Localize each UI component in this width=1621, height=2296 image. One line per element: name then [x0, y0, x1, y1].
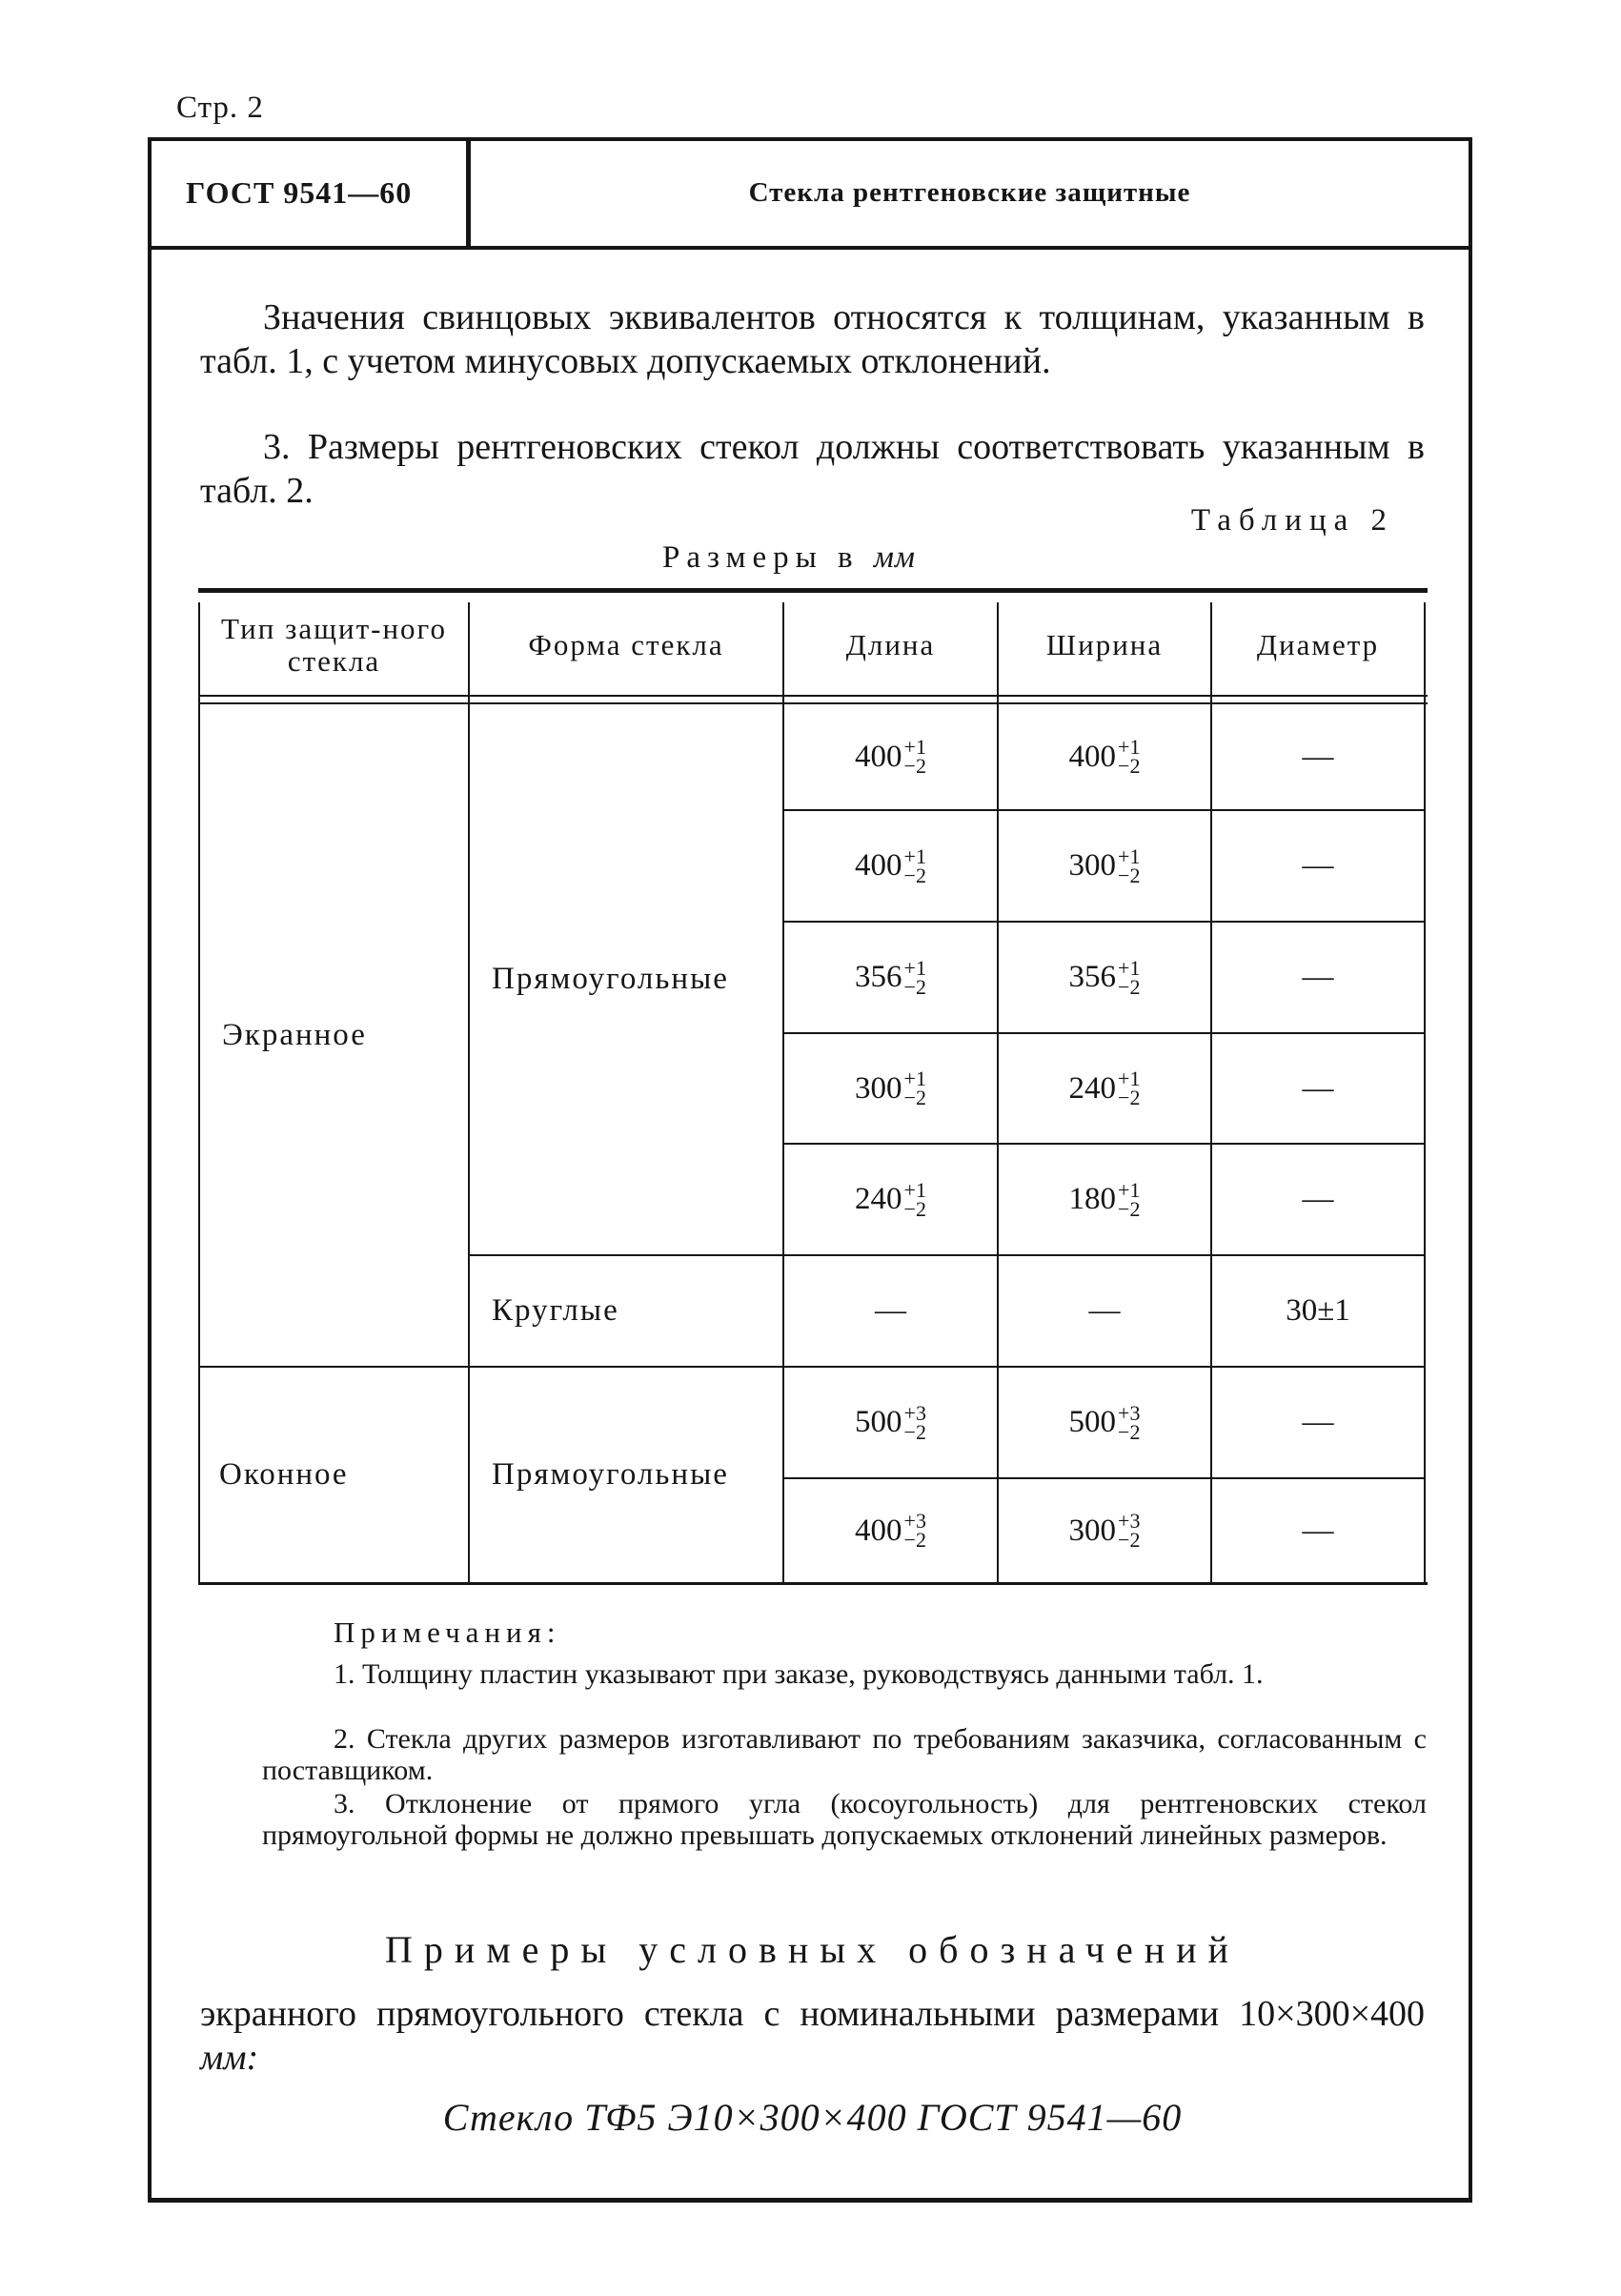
tolerance-plus: +3: [1118, 1509, 1141, 1533]
length-tolerance: [904, 1069, 926, 1107]
table-vline-1: [468, 602, 470, 1582]
length-tolerance: [903, 735, 926, 778]
width-base: 500: [1068, 1405, 1117, 1439]
table-header-rule: [198, 695, 1428, 697]
gost-code: ГОСТ 9541—60: [186, 175, 413, 210]
length-cell: [784, 1479, 997, 1582]
tolerance-minus: −2: [903, 1196, 926, 1221]
diameter-cell: —: [1302, 739, 1334, 774]
width-cell: [999, 923, 1210, 1032]
notes-title: Примечания:: [334, 1615, 561, 1649]
table-bottom-rule: [198, 1582, 1428, 1585]
note-3: 3. Отклонение от прямого угла (косоугольность) для рентгеновских стекол прямоугольной формы не должно превышать допускаемых отклонений линейных размеров.: [262, 1788, 1427, 1851]
frame-top-line: [148, 137, 1472, 141]
width-tolerance: [1118, 735, 1141, 778]
tolerance-plus: +1: [903, 1177, 926, 1202]
example-designation: Стекло ТФ5 Э10×300×400 ГОСТ 9541—60: [442, 2096, 1183, 2139]
width-tolerance: [1118, 1509, 1141, 1552]
tolerance-minus: −2: [1118, 1528, 1141, 1552]
tolerance-minus: −2: [903, 1086, 926, 1109]
diameter-cell: —: [1302, 960, 1334, 994]
width-cell: [999, 1479, 1210, 1582]
note-2: 2. Стекла других размеров изготавливают по требованиям заказчика, согласованным с поставщиком.: [262, 1723, 1427, 1786]
length-base: 500: [855, 1405, 902, 1439]
tolerance-minus: −2: [1118, 974, 1141, 999]
table-units-unit: мм: [873, 540, 916, 575]
header-diameter: Диаметр: [1256, 628, 1380, 661]
tolerance-minus: −2: [1118, 1086, 1141, 1109]
tolerance-minus: −2: [903, 1528, 926, 1552]
type-window: Оконное: [219, 1457, 349, 1492]
examples-title: Примеры условных обозначений: [385, 1928, 1240, 1971]
example-text-unit: мм:: [200, 2038, 259, 2078]
tolerance-minus: −2: [1118, 1196, 1141, 1221]
tolerance-plus: +1: [1118, 843, 1141, 868]
length-cell: [784, 1034, 997, 1143]
width-cell: [999, 1368, 1210, 1477]
header-length: Длина: [845, 628, 936, 661]
width-cell: [999, 811, 1210, 921]
header-type: Тип защит-ного стекла: [221, 612, 447, 678]
width-base: 180: [1068, 1182, 1117, 1216]
length-base: 240: [855, 1182, 902, 1216]
tolerance-minus: −2: [1118, 863, 1141, 887]
length-cell: [784, 923, 997, 1032]
length-base: 356: [855, 960, 902, 994]
note-1: 1. Толщину пластин указывают при заказе, руководствуясь данными табл. 1.: [334, 1658, 1264, 1690]
length-base: 400: [855, 848, 902, 883]
length-tolerance: [903, 1177, 926, 1221]
table-top-rule: [198, 588, 1428, 593]
tolerance-plus: +1: [903, 735, 926, 759]
tolerance-plus: +1: [1118, 955, 1141, 980]
width-base: 400: [1068, 739, 1117, 774]
tolerance-plus: +1: [903, 1067, 926, 1090]
shape-rect-window: Прямоугольные: [492, 1457, 729, 1492]
width-base: 300: [1068, 1513, 1117, 1548]
width-base: 240: [1068, 1070, 1117, 1106]
width-tolerance: [1118, 1177, 1141, 1221]
width-base: 300: [1068, 848, 1117, 883]
width-tolerance: [1118, 1400, 1141, 1444]
frame-bottom-line: [148, 2198, 1472, 2203]
length-base: 400: [855, 1513, 902, 1548]
tolerance-minus: −2: [903, 1419, 926, 1444]
length-cell: [784, 811, 997, 921]
diameter-cell: —: [1302, 1070, 1334, 1106]
page-number: Стр. 2: [176, 91, 264, 125]
diameter-cell: —: [1302, 1513, 1334, 1548]
width-cell: [999, 1145, 1210, 1254]
frame-right-line: [1469, 137, 1472, 2202]
length-tolerance: [903, 955, 926, 999]
tolerance-plus: +1: [903, 955, 926, 980]
diameter-cell: —: [1302, 1182, 1334, 1216]
shape-rect-screen: Прямоугольные: [492, 962, 729, 996]
tolerance-plus: +3: [903, 1400, 926, 1425]
shape-round: Круглые: [492, 1293, 619, 1328]
tolerance-minus: −2: [1118, 754, 1141, 778]
width-base: 356: [1068, 960, 1117, 994]
length-tolerance: [903, 1509, 926, 1552]
width-cell: [999, 1034, 1210, 1143]
tolerance-plus: +1: [1118, 1177, 1141, 1202]
tolerance-plus: +1: [1118, 1067, 1141, 1090]
length-cell: [784, 704, 997, 809]
document-title: Стекла рентгеновские защитные: [748, 177, 1191, 208]
length-tolerance: [903, 843, 926, 887]
table-units-prefix: Размеры в: [662, 540, 860, 575]
example-text: [200, 1992, 1425, 2080]
type-screen: Экранное: [222, 1017, 367, 1052]
width-cell: [999, 704, 1210, 809]
length-cell: [784, 1368, 997, 1477]
width-tolerance: [1118, 843, 1141, 887]
table-units: [662, 540, 916, 576]
example-text-prefix: экранного прямоугольного стекла с номинальными размерами 10×300×400: [200, 1994, 1425, 2034]
frame-left-line: [148, 137, 152, 2202]
length-cell: [784, 1145, 997, 1254]
tolerance-minus: −2: [1118, 1419, 1141, 1444]
length-base: 400: [855, 739, 902, 774]
tolerance-plus: +3: [903, 1509, 926, 1533]
width-tolerance: [1118, 955, 1141, 999]
length-cell: —: [875, 1293, 906, 1328]
header-shape: Форма стекла: [528, 628, 724, 661]
header-width: Ширина: [1045, 628, 1164, 661]
table-vline-left: [198, 602, 200, 1582]
paragraph-lead-equivalents: Значения свинцовых эквивалентов относятся к толщинам, указанным в табл. 1, с учетом минусовых допускаемых отклонений.: [200, 297, 1425, 381]
tolerance-plus: +1: [1118, 735, 1141, 759]
header-bottom-line: [152, 246, 1469, 250]
paragraph-sizes: 3. Размеры рентгеновских стекол должны соответствовать указанным в табл. 2.: [200, 427, 1425, 511]
tolerance-minus: −2: [903, 974, 926, 999]
width-cell: —: [1088, 1293, 1121, 1328]
length-tolerance: [903, 1400, 926, 1444]
width-tolerance: [1118, 1069, 1140, 1107]
diameter-cell: —: [1302, 848, 1334, 883]
tolerance-minus: −2: [903, 863, 926, 887]
diameter-cell: 30±1: [1286, 1293, 1350, 1328]
table-vline-right: [1424, 602, 1426, 1582]
tolerance-minus: −2: [903, 754, 926, 778]
table-label: Таблица 2: [1190, 503, 1394, 538]
tolerance-plus: +3: [1118, 1400, 1141, 1425]
diameter-cell: —: [1302, 1405, 1334, 1439]
length-base: 300: [855, 1070, 902, 1106]
tolerance-plus: +1: [903, 843, 926, 868]
